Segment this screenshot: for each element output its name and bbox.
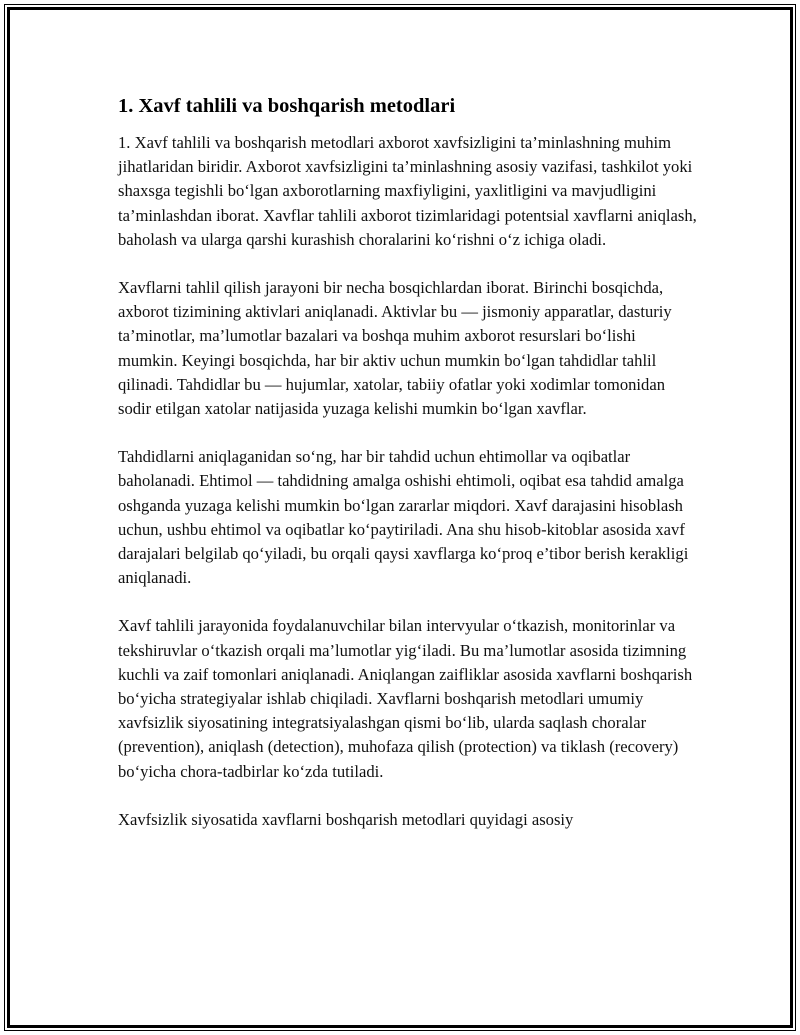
paragraph-4: Xavf tahlili jarayonida foydalanuvchilar bilan intervyular o‘tkazish, monitorinlar va tekshiruvlar o‘tkazish orqali ma’lumotlar yig‘iladi. Bu ma’lumotlar asosida tizimning kuchli va zaif tomonlari aniqlanadi. Aniqlangan zaifliklar asosida xavflarni boshqarish bo‘yicha strategiyalar ishlab chiqiladi. Xavflarni boshqarish metodlari umumiy xavfsizlik siyosatining integratsiyalashgan qismi bo‘lib, ularda saqlash choralar (prevention), aniqlash (detection), muhofaza qilish (protection) va tiklash (recovery) bo‘yicha chora-tadbirlar ko‘zda tutiladi. <box>118 616 693 781</box>
section-heading: 1. Xavf tahlili va boshqarish metodlari <box>118 95 456 117</box>
paragraph-5: Xavfsizlik siyosatida xavflarni boshqarish metodlari quyidagi asosiy <box>118 809 574 829</box>
paragraph-3: Tahdidlarni aniqlaganidan so‘ng, har bir tahdid uchun ehtimollar va oqibatlar baholanadi. Ehtimol — tahdidning amalga oshishi ehtimoli, oqibat esa tahdid amalga oshganda yuzaga kelishi mumkin bo‘lgan zararlar miqdori. Xavf darajasini hisoblash uchun, ushbu ehtimol va oqibatlar ko‘paytiriladi. Ana shu hisob-kitoblar asosida xavf darajalari belgilab qo‘yiladi, bu orqali qaysi xavflarga ko‘proq e’tibor berish kerakligi aniqlanadi. <box>118 447 689 588</box>
paragraph-1: 1. Xavf tahlili va boshqarish metodlari axborot xavfsizligini ta’minlashning muhim jihatlaridan biridir. Axborot xavfsizligini ta’minlashning asosiy vazifasi, tashkilot yoki shaxsga tegishli bo‘lgan axborotlarning maxfiyligini, yaxlitligini va mavjudligini ta’minlashdan iborat. Xavflar tahlili axborot tizimlaridagi potentsial xavflarni aniqlash, baholash va ularga qarshi kurashish choralarini ko‘rishni o‘z ichiga oladi. <box>118 133 697 249</box>
document-body <box>118 92 698 856</box>
paragraph-2: Xavflarni tahlil qilish jarayoni bir necha bosqichlardan iborat. Birinchi bosqichda, axborot tizimining aktivlari aniqlanadi. Aktivlar bu — jismoniy apparatlar, dasturiy ta’minotlar, ma’lumotlar bazalari va boshqa muhim axborot resurslari bo‘lishi mumkin. Keyingi bosqichda, har bir aktiv uchun mumkin bo‘lgan tahdidlar tahlil qilinadi. Tahdidlar bu — hujumlar, xatolar, tabiiy ofatlar yoki xodimlar tomonidan sodir etilgan xatolar natijasida yuzaga kelishi mumkin bo‘lgan xavflar. <box>118 278 672 419</box>
